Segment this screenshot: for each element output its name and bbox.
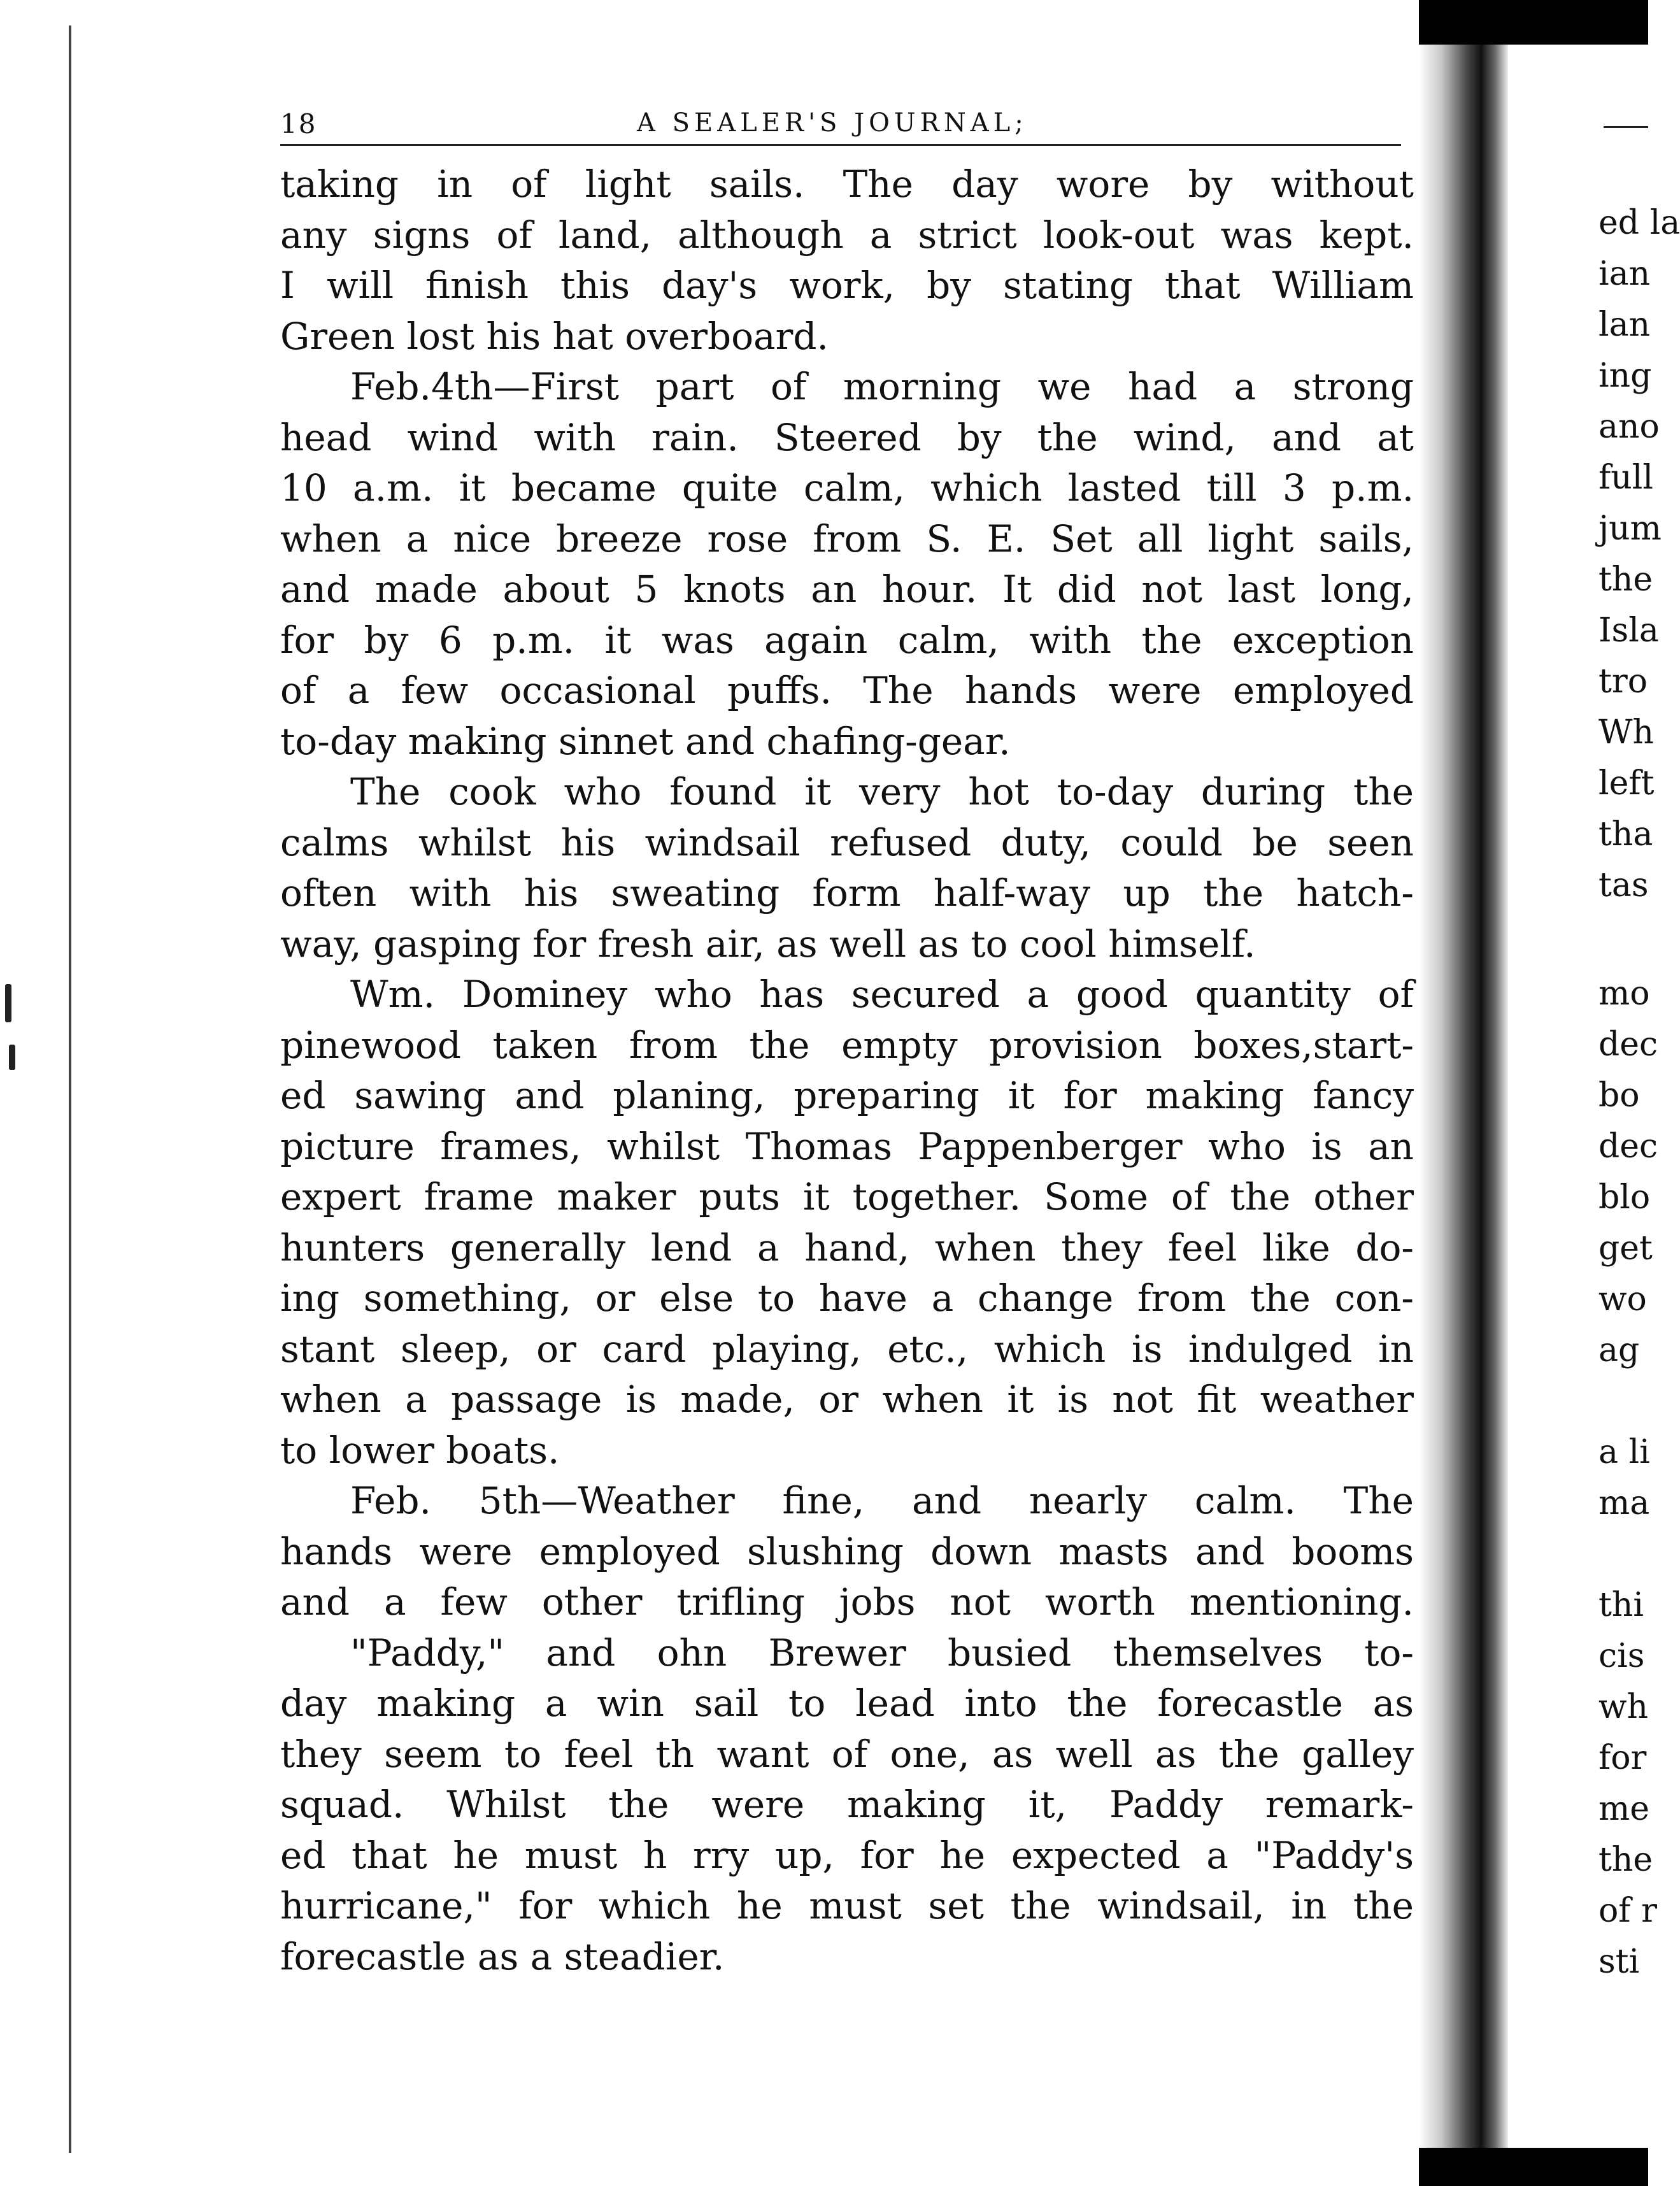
right-page-text: ian	[1598, 255, 1651, 293]
right-page-text: lan	[1598, 306, 1651, 344]
text-line: squad. Whilst the were making it, Paddy remark-	[280, 1783, 1414, 1826]
text-line: they seem to feel th want of one, as well as the galley	[280, 1732, 1414, 1776]
text-line: any signs of land, although a strict look-out was kept.	[280, 213, 1414, 257]
right-page-text: ing	[1598, 357, 1652, 395]
right-header-rule	[1604, 126, 1648, 128]
text-line: 10 a.m. it became quite calm, which lasted till 3 p.m.	[280, 466, 1414, 510]
header-rule	[280, 144, 1401, 146]
scan-speck	[5, 984, 11, 1022]
running-head	[280, 108, 1401, 146]
text-line: ing something, or else to have a change from the con-	[280, 1276, 1414, 1320]
right-page-text: cis	[1598, 1637, 1645, 1675]
text-line: forecastle as a steadier.	[280, 1934, 725, 1978]
right-page-text: a li	[1598, 1433, 1650, 1471]
right-page-text: the	[1598, 1841, 1653, 1879]
text-line: Feb. 5th—Weather fine, and nearly calm. The	[350, 1479, 1414, 1522]
left-page	[76, 0, 1420, 2186]
right-page-text: tas	[1598, 866, 1649, 904]
right-page-text: tha	[1598, 815, 1653, 854]
text-line: of a few occasional puffs. The hands were employed	[280, 669, 1414, 712]
text-line: day making a win sail to lead into the forecastle as	[280, 1682, 1414, 1725]
text-line: way, gasping for fresh air, as well as to cool himself.	[280, 922, 1256, 966]
text-line: The cook who found it very hot to-day during the	[350, 770, 1414, 813]
body-text	[280, 159, 1414, 1982]
right-page-text: left	[1598, 764, 1655, 803]
right-page-text: Isla	[1598, 611, 1659, 650]
text-line: stant sleep, or card playing, etc., which is indulged in	[280, 1327, 1414, 1371]
right-page-text: bo	[1598, 1076, 1640, 1115]
text-line: Wm. Dominey who has secured a good quantity of	[350, 973, 1414, 1016]
text-line: to lower boats.	[280, 1428, 560, 1472]
right-page-text: get	[1598, 1229, 1653, 1268]
right-page-text: full	[1598, 459, 1653, 497]
text-line: head wind with rain. Steered by the wind, and at	[280, 415, 1414, 459]
scan-border-bottom-right	[1419, 2148, 1648, 2186]
right-page-text: blo	[1598, 1178, 1651, 1217]
text-line: taking in of light sails. The day wore by without	[280, 162, 1414, 206]
page-edge-line	[69, 25, 71, 2153]
right-page-text: me	[1598, 1790, 1650, 1828]
text-line: I will finish this day's work, by stating that William	[280, 264, 1414, 307]
right-page-text: mo	[1598, 975, 1650, 1013]
right-page-text: ano	[1598, 408, 1660, 446]
right-page-text: Wh	[1598, 713, 1654, 752]
text-line: calms whilst his windsail refused duty, could be seen	[280, 820, 1414, 864]
scan-border-top-right	[1419, 0, 1648, 45]
page-number: 18	[280, 108, 317, 139]
text-line: "Paddy," and ohn Brewer busied themselves to-	[350, 1631, 1414, 1675]
right-page-text: thi	[1598, 1586, 1644, 1624]
text-line: when a passage is made, or when it is not fit weather	[280, 1378, 1414, 1421]
text-line: and a few other trifling jobs not worth mentioning.	[280, 1580, 1414, 1624]
scan-speck	[9, 1045, 15, 1070]
right-page-text: sti	[1598, 1943, 1640, 1981]
text-line: to-day making sinnet and chafing-gear.	[280, 719, 1011, 763]
right-page-text: jum	[1598, 510, 1662, 548]
right-page-text: tro	[1598, 662, 1648, 701]
text-line: pinewood taken from the empty provision boxes,start-	[280, 1023, 1414, 1067]
text-line: expert frame maker puts it together. Some of the other	[280, 1175, 1414, 1218]
text-line: hurricane," for which he must set the windsail, in the	[280, 1884, 1414, 1927]
right-page-text: dec	[1598, 1025, 1658, 1064]
text-line: Green lost his hat overboard.	[280, 314, 829, 358]
right-page-text: ag	[1598, 1331, 1640, 1369]
right-page-text: wo	[1598, 1280, 1647, 1318]
text-line: ed that he must h rry up, for he expected a "Paddy's	[280, 1833, 1414, 1877]
right-page-text: for	[1598, 1739, 1647, 1777]
book-gutter	[1419, 0, 1508, 2186]
right-page-text: ed la	[1598, 204, 1680, 242]
text-line: often with his sweating form half-way up the hatch-	[280, 871, 1414, 915]
text-line: ed sawing and planing, preparing it for making fancy	[280, 1074, 1414, 1117]
text-line: and made about 5 knots an hour. It did not last long,	[280, 568, 1414, 611]
text-line: Feb.4th—First part of morning we had a strong	[350, 365, 1414, 408]
text-line: for by 6 p.m. it was again calm, with the exception	[280, 618, 1414, 662]
text-line: hands were employed slushing down masts and booms	[280, 1529, 1414, 1573]
text-line: hunters generally lend a hand, when they feel like do-	[280, 1225, 1414, 1269]
right-page-text: of r	[1598, 1892, 1657, 1930]
right-page-text: the	[1598, 561, 1653, 599]
right-page-text: wh	[1598, 1688, 1648, 1726]
scan-border-left	[0, 0, 64, 2186]
text-line: when a nice breeze rose from S. E. Set all light sails,	[280, 517, 1414, 561]
text-line: picture frames, whilst Thomas Pappenberger who is an	[280, 1124, 1414, 1168]
right-page-fragment	[1508, 45, 1680, 2148]
running-title: A SEALER'S JOURNAL;	[637, 108, 1028, 138]
right-page-text: ma	[1598, 1484, 1650, 1522]
right-page-text: dec	[1598, 1127, 1658, 1166]
